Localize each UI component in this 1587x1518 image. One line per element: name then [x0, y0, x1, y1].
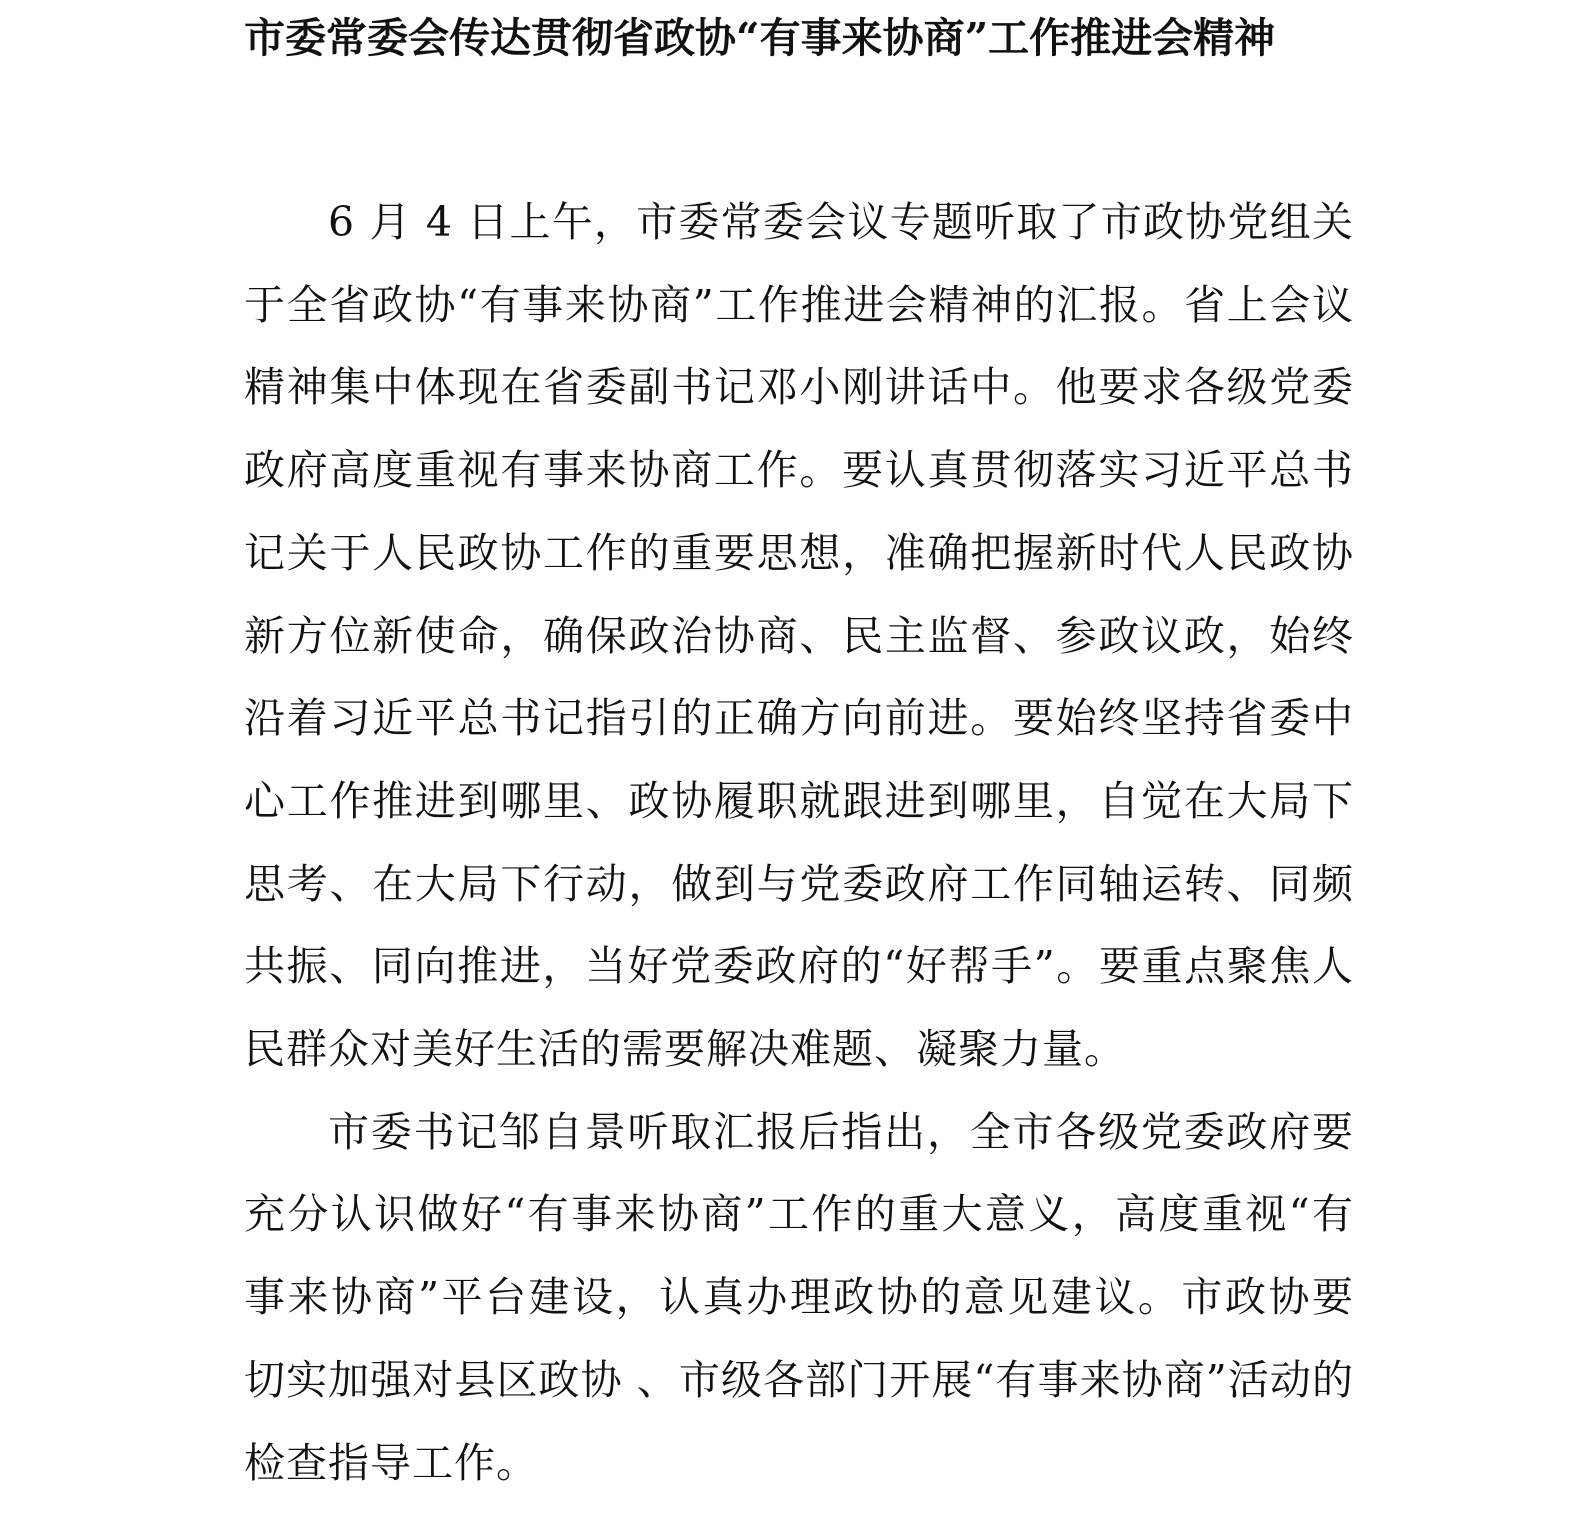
document-body	[244, 181, 1354, 1504]
document-page	[244, 0, 1354, 1504]
paragraph-meeting-report: 6 月 4 日上午，市委常委会议专题听取了市政协党组关于全省政协“有事来协商”工作推进会精神的汇报。省上会议精神集中体现在省委副书记邓小刚讲话中。他要求各级党委政府高度重视有事来协商工作。要认真贯彻落实习近平总书记关于人民政协工作的重要思想，准确把握新时代人民政协新方位新使命，确保政治协商、民主监督、参政议政，始终沿着习近平总书记指引的正确方向前进。要始终坚持省委中心工作推进到哪里、政协履职就跟进到哪里，自觉在大局下思考、在大局下行动，做到与党委政府工作同轴运转、同频共振、同向推进，当好党委政府的“好帮手”。要重点聚焦人民群众对美好生活的需要解决难题、凝聚力量。	[244, 198, 1354, 1074]
paragraph-secretary-remarks: 市委书记邹自景听取汇报后指出，全市各级党委政府要充分认识做好“有事来协商”工作的重大意义，高度重视“有事来协商”平台建设，认真办理政协的意见建议。市政协要切实加强对县区政协 、市级各部门开展“有事来协商”活动的检查指导工作。	[244, 1107, 1354, 1487]
document-title: 市委常委会传达贯彻省政协“有事来协商”工作推进会精神	[244, 14, 1276, 62]
